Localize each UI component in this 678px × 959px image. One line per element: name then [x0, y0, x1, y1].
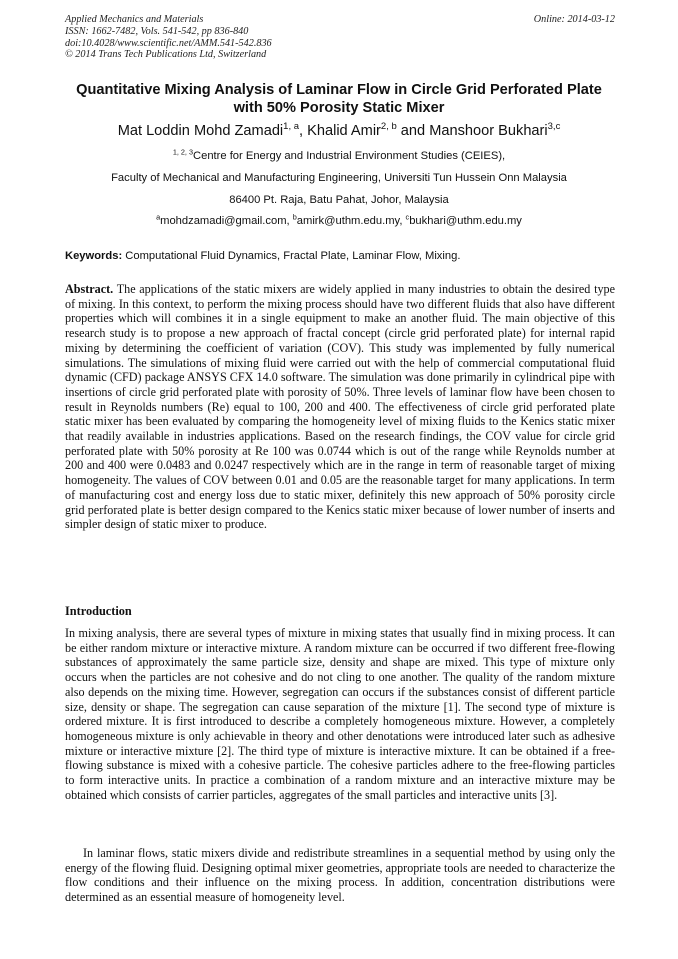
- section-heading-introduction: Introduction: [65, 604, 132, 618]
- email-link[interactable]: mohdzamadi@gmail.com,: [160, 215, 293, 227]
- affiliation-mark: 1, 2, 3: [172, 147, 194, 157]
- author-name: Manshoor Bukhari: [429, 123, 548, 139]
- keywords-label: Keywords:: [65, 250, 123, 262]
- author-name: Khalid Amir: [307, 123, 381, 139]
- author-separator: and: [396, 123, 430, 139]
- author-affiliation-mark: 1, a: [283, 121, 299, 133]
- online-date: Online: 2014-03-12: [533, 14, 615, 25]
- author-name: Mat Loddin Mohd Zamadi: [117, 123, 284, 139]
- introduction-paragraph-1: In mixing analysis, there are several types of mixture in mixing states that usually find in mixing process. It can be either random mixture or interactive mixture. A random mixture can be occurred if two different free-flowing substances of approximately the same particle size, density and shape are mixed. This type of mixture only occurs when the particles are not cohesive and do not cling to one another. The quality of the random mixture also depends on the mixing time. However, segregation can occurs if the substances consist of different particle size, density or shape. The segregation can cause separation of the mixture [1]. The second type of mixture is ordered mixture. It is first introduced to describe a completely homogeneous mixture. However, a completely homogeneous mixture is only achievable in theory and other denotations were introduced later such as adhesive mixture or interactive mixture [2]. The third type of mixture is interactive mixture. It can be obtained if a free-flowing substance is mixed with a cohesive particle. The cohesive particles adhere to the free-flowing particles to form interactive units. In practice a combination of a random mixture and an interactive mixture may be obtained which consists of carrier particles, aggregates of the small particles and interactive units [3].: [65, 626, 615, 802]
- journal-copyright: © 2014 Trans Tech Publications Ltd, Switzerland: [65, 49, 267, 61]
- affiliation-centre: [40, 149, 638, 163]
- author-affiliation-mark: 2, b: [380, 121, 397, 133]
- email-mark: a: [156, 212, 161, 222]
- author-affiliation-mark: 3,c: [547, 121, 561, 133]
- email-link[interactable]: bukhari@uthm.edu.my: [409, 215, 522, 227]
- affiliation-centre-text: Centre for Energy and Industrial Environment Studies (CEIES),: [193, 150, 506, 162]
- email-mark: b: [292, 212, 297, 222]
- abstract: [65, 282, 615, 532]
- keywords: [65, 249, 615, 263]
- author-list: [40, 122, 638, 140]
- journal-header: [65, 14, 272, 61]
- author-emails: [40, 214, 638, 228]
- paper-title: Quantitative Mixing Analysis of Laminar Flow in Circle Grid Perforated Plate with 50% Porosity Static Mixer: [76, 82, 602, 116]
- journal-issn: ISSN: 1662-7482, Vols. 541-542, pp 836-840: [65, 25, 249, 37]
- keywords-text: Computational Fluid Dynamics, Fractal Plate, Laminar Flow, Mixing.: [122, 250, 461, 262]
- affiliation-address: 86400 Pt. Raja, Batu Pahat, Johor, Malaysia: [229, 194, 449, 206]
- journal-doi[interactable]: doi:10.4028/www.scientific.net/AMM.541-542.836: [65, 37, 272, 49]
- abstract-label: Abstract.: [65, 282, 114, 296]
- abstract-text: The applications of the static mixers are widely applied in many industries to obtain the desired type of mixing. In this context, to perform the mixing process should have two different fluids that also have different properties which will combines it in a single equipment to make an another fluid. The main objective of this research study is to propose a new approach of fractal concept (circle grid perforated plate) for internal rapid mixing by determining the coefficient of variation (COV). This study was implemented by fully numerical simulations. The simulations of mixing fluid were carried out with the help of commercial computational fluid dynamic (CFD) package ANSYS CFX 14.0 software. The simulation was done primarily in cylindrical pipe with insertions of circle grid perforated plate with porosity of 50%. Three levels of laminar flow have been chosen to result in Reynolds numbers (Re) equal to 100, 200 and 400. The effectiveness of circle grid perforated plate static mixer has been evaluated by comparing the homogeneity level of mixing fluids to the Kenics static mixer that readily available in industries applications. Based on the research findings, the COV value for circle grid perforated plate with 50% porosity at Re 100 was 0.0744 which is out of the range while Reynolds number at 200 and 400 were 0.0483 and 0.0247 respectively which are in the range in term of reasonable target of mixing homogeneity. The values of COV between 0.01 and 0.05 are the reasonable target for many applications. In term of manufacturing cost and energy loss due to static mixer, definitely this new approach of 50% porosity circle grid perforated plate is better design compared to the Kenics static mixer because of lower number of inserts and simpler design of static mixer to produce.: [65, 282, 615, 532]
- journal-name: Applied Mechanics and Materials: [65, 14, 204, 25]
- author-separator: ,: [299, 123, 308, 139]
- introduction-paragraph-2: In laminar flows, static mixers divide and redistribute streamlines in a sequential method by using only the energy of the flowing fluid. Designing optimal mixer geometries, appropriate tools are needed to characterize the flow conditions and their influence on the mixing process. In addition, concentration distributions were determined as an essential measure of homogeneity level.: [65, 846, 615, 905]
- affiliation-faculty: Faculty of Mechanical and Manufacturing Engineering, Universiti Tun Hussein Onn Malaysia: [111, 172, 567, 184]
- email-link[interactable]: amirk@uthm.edu.my,: [296, 215, 406, 227]
- email-mark: c: [405, 212, 410, 222]
